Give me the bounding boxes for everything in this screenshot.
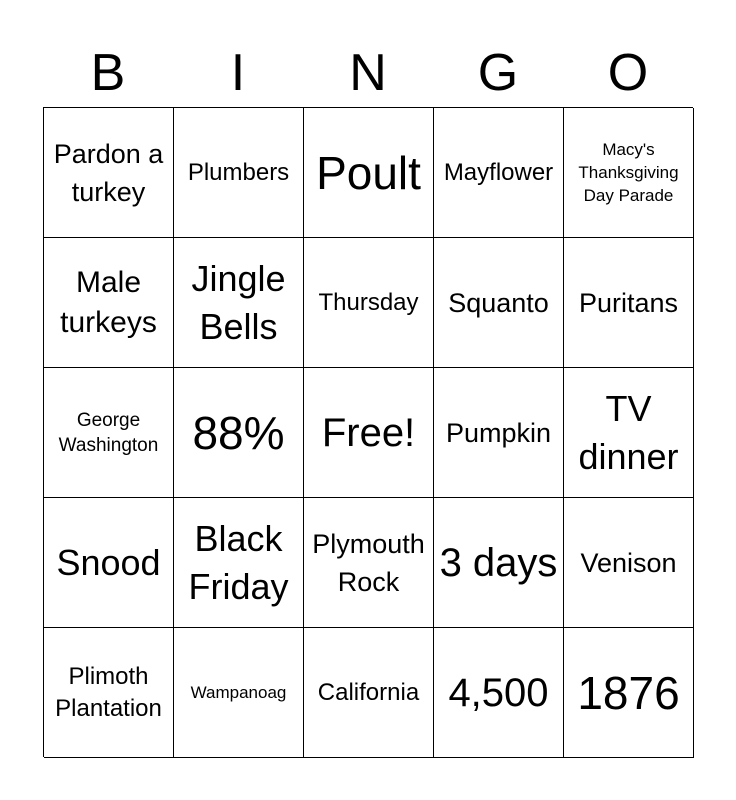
cell-text: 4,500 bbox=[448, 670, 549, 715]
cell-text: Mayflower bbox=[443, 158, 554, 186]
cell-text: George Washington bbox=[58, 409, 159, 456]
header-letter-o: O bbox=[607, 44, 649, 102]
header-letter-n: N bbox=[349, 44, 387, 102]
cell-text: 88% bbox=[192, 406, 285, 459]
cell-text: Male turkeys bbox=[60, 265, 157, 339]
bingo-cell[interactable] bbox=[44, 368, 174, 498]
cell-text: Jingle Bells bbox=[191, 257, 286, 347]
cell-text: Snood bbox=[56, 541, 161, 583]
cell-text: Puritans bbox=[578, 287, 679, 318]
bingo-cell[interactable] bbox=[434, 108, 564, 238]
bingo-cell[interactable] bbox=[304, 238, 434, 368]
bingo-cell[interactable] bbox=[174, 498, 304, 628]
cell-text: Macy's Thanksgiving Day Parade bbox=[578, 140, 679, 205]
bingo-cell[interactable] bbox=[304, 108, 434, 238]
cell-text: Thursday bbox=[318, 288, 419, 316]
bingo-cell[interactable] bbox=[304, 628, 434, 758]
cell-text: 3 days bbox=[439, 540, 558, 585]
bingo-header bbox=[43, 38, 693, 108]
cell-text: California bbox=[317, 678, 420, 706]
bingo-cell[interactable] bbox=[44, 238, 174, 368]
bingo-cell[interactable] bbox=[44, 108, 174, 238]
cell-text: 1876 bbox=[577, 666, 680, 719]
bingo-cell[interactable] bbox=[174, 108, 304, 238]
bingo-cell[interactable] bbox=[434, 238, 564, 368]
header-letter-b: B bbox=[90, 44, 126, 102]
bingo-cell[interactable] bbox=[564, 108, 694, 238]
bingo-cell[interactable] bbox=[434, 498, 564, 628]
bingo-cell[interactable] bbox=[564, 628, 694, 758]
bingo-cell[interactable] bbox=[434, 628, 564, 758]
cell-text: Poult bbox=[316, 146, 421, 199]
bingo-cell[interactable] bbox=[44, 628, 174, 758]
bingo-cell[interactable] bbox=[174, 368, 304, 498]
cell-text: Plumbers bbox=[187, 158, 290, 186]
bingo-board bbox=[43, 107, 693, 757]
cell-text: Wampanoag bbox=[190, 683, 287, 702]
header-letter-i: I bbox=[230, 44, 246, 102]
header-letter-g: G bbox=[477, 44, 519, 102]
cell-text: Pumpkin bbox=[445, 417, 552, 448]
bingo-cell[interactable] bbox=[174, 628, 304, 758]
cell-text: Plimoth Plantation bbox=[55, 662, 162, 722]
bingo-cell[interactable] bbox=[304, 498, 434, 628]
bingo-cell[interactable] bbox=[174, 238, 304, 368]
bingo-cell[interactable] bbox=[44, 498, 174, 628]
cell-text: Venison bbox=[580, 547, 677, 578]
cell-text: Pardon a turkey bbox=[53, 138, 164, 207]
bingo-cell[interactable] bbox=[564, 368, 694, 498]
cell-text: Squanto bbox=[448, 287, 549, 318]
cell-text: Plymouth Rock bbox=[312, 528, 425, 597]
cell-text: TV dinner bbox=[578, 387, 679, 477]
bingo-cell[interactable] bbox=[564, 498, 694, 628]
cell-text: Black Friday bbox=[188, 517, 289, 607]
bingo-cell[interactable] bbox=[564, 238, 694, 368]
bingo-cell[interactable] bbox=[434, 368, 564, 498]
free-space-cell[interactable] bbox=[304, 368, 434, 498]
cell-text: Free! bbox=[321, 410, 416, 455]
